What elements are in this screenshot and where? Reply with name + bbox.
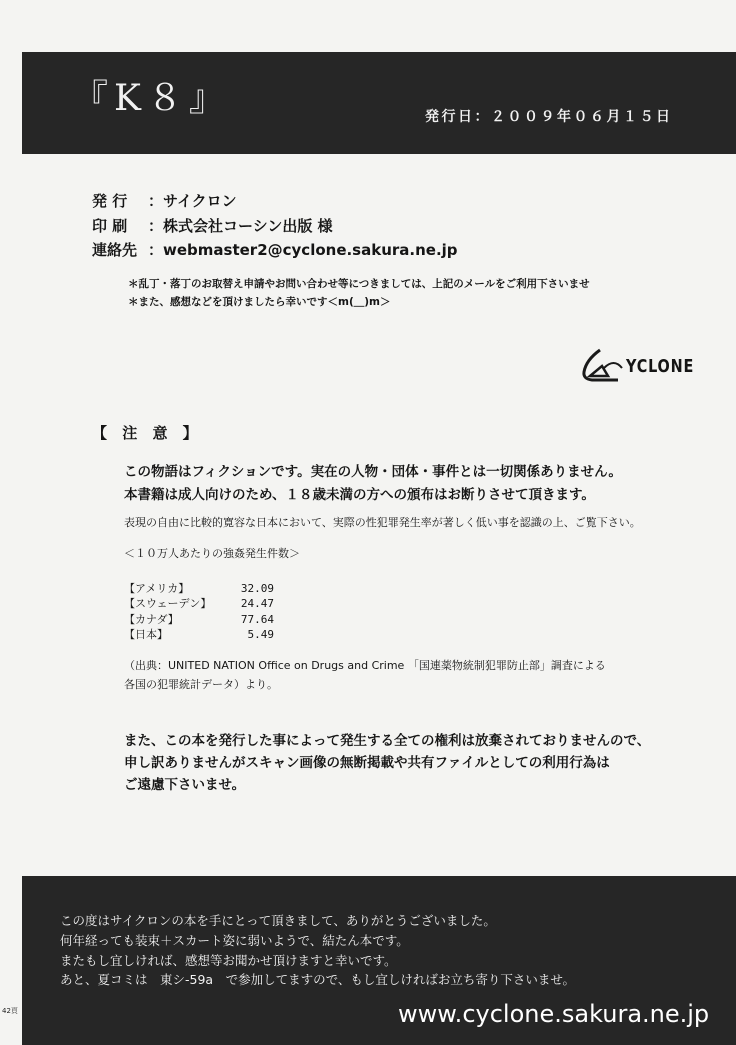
printer-row <box>92 215 333 236</box>
publish-date: 発行日：２００９年０６月１５日 <box>425 109 673 125</box>
source-line: 各国の犯罪統計データ）より。 <box>124 678 278 691</box>
logo-text: YCLONE <box>626 356 695 377</box>
disclaimer-line: 本書籍は成人向けのため、１８歳未満の方への頒布はお断りさせて頂きます。 <box>124 487 595 503</box>
printer-label: 印 刷 <box>92 217 128 235</box>
contact-row <box>92 239 458 260</box>
stats-value: 77.64 <box>240 612 274 626</box>
statement-line: 表現の自由に比較的寛容な日本において、実際の性犯罪発生率が著しく低い事を認識の上、ご覧下さい。 <box>124 516 641 529</box>
website-url: www.cyclone.sakura.ne.jp <box>398 1000 710 1028</box>
stats-row <box>124 595 274 610</box>
stats-value: 32.09 <box>240 582 274 595</box>
stats-row <box>124 626 274 641</box>
publisher-value: ：サイクロン <box>148 192 237 210</box>
cyclone-logo <box>578 346 693 384</box>
book-title: 『K８』 <box>72 78 231 119</box>
stats-country: 【カナダ】 <box>124 612 179 626</box>
stats-country: 【アメリカ】 <box>124 582 190 595</box>
rights-line: ご遠慮下さいませ。 <box>124 777 246 793</box>
stats-country: 【スウェーデン】 <box>124 597 212 611</box>
contact-email: ：webmaster2@cyclone.sakura.ne.jp <box>148 241 458 259</box>
publisher-label: 発 行 <box>92 192 128 210</box>
stats-value: 24.47 <box>240 597 274 611</box>
note-line: ＊乱丁・落丁のお取替え申請やお問い合わせ等につきましては、上記のメールをご利用下さいませ <box>128 278 590 290</box>
stats-row <box>124 580 274 595</box>
note-line: ＊また、感想などを頂けましたら幸いです＜m(＿)m＞ <box>128 296 391 308</box>
publisher-row <box>92 190 237 211</box>
footer-message-line: この度はサイクロンの本を手にとって頂きまして、ありがとうございました。 <box>60 913 496 928</box>
stats-value: 5.49 <box>247 627 274 641</box>
contact-label: 連絡先 <box>92 241 138 259</box>
printer-value: ：株式会社コーシン出版 様 <box>148 217 333 235</box>
stats-country: 【日本】 <box>124 627 168 641</box>
footer-message-line: またもし宜しければ、感想等お聞かせ頂けますと幸いです。 <box>60 953 397 968</box>
stats-heading: ＜１０万人あたりの強姦発生件数＞ <box>124 547 300 560</box>
footer-message-line: あと、夏コミは 東シ-59a で参加してますので、もし宜しければお立ち寄り下さいませ。 <box>60 972 575 987</box>
source-line: （出典：UNITED NATION Office on Drugs and Crime 「国連薬物統制犯罪防止部」調査による <box>124 659 606 672</box>
stats-table <box>124 580 274 641</box>
page-number: 42頁 <box>2 1007 18 1015</box>
stats-row <box>124 611 274 626</box>
caution-heading: 【 注 意 】 <box>92 424 203 442</box>
disclaimer-line: この物語はフィクションです。実在の人物・団体・事件とは一切関係ありません。 <box>124 464 622 480</box>
rights-line: 申し訳ありませんがスキャン画像の無断掲載や共有ファイルとしての利用行為は <box>124 755 610 771</box>
rights-line: また、この本を発行した事によって発生する全ての権利は放棄されておりませんので、 <box>124 733 651 749</box>
footer-message-line: 何年経っても装束＋スカート姿に弱いようで、結たん本です。 <box>60 933 409 948</box>
